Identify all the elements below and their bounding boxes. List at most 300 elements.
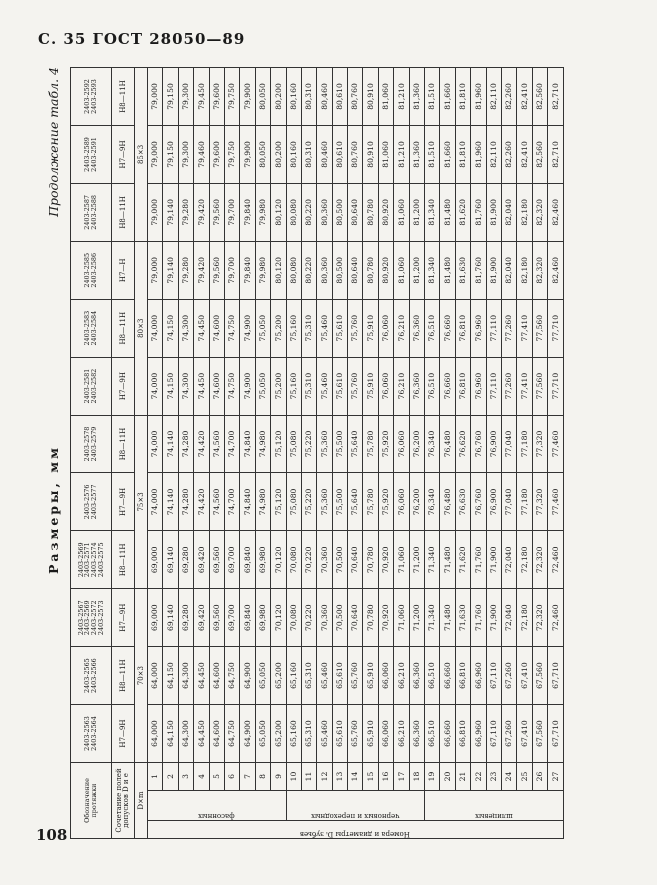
diameter-cell: 80,120 — [271, 241, 286, 299]
diameter-cell: 75,920 — [378, 473, 393, 531]
diameter-cell: 64,900 — [240, 705, 255, 763]
tolerance-header: H7—9H — [112, 357, 135, 415]
diameter-cell: 64,600 — [209, 705, 224, 763]
diameter-cell: 69,000 — [148, 589, 163, 647]
tooth-number-cell: 19 — [425, 762, 440, 790]
diameter-cell: 80,310 — [301, 68, 316, 126]
code-header: 2403-2592 2403-2593 — [71, 68, 112, 126]
diameter-cell: 79,000 — [148, 183, 163, 241]
diameter-cell: 74,420 — [194, 415, 209, 473]
diameter-cell: 75,310 — [301, 299, 316, 357]
table-row — [317, 68, 332, 839]
diameter-cell: 76,760 — [471, 473, 486, 531]
diameter-cell: 75,920 — [378, 415, 393, 473]
tooth-number-cell: 18 — [409, 762, 424, 790]
diameter-cell: 76,360 — [409, 357, 424, 415]
diameter-cell: 80,310 — [301, 126, 316, 184]
diameter-cell: 80,760 — [348, 68, 363, 126]
diameter-cell: 79,140 — [163, 183, 178, 241]
diameter-cell: 70,360 — [317, 531, 332, 589]
diameter-cell: 75,360 — [317, 415, 332, 473]
diameter-cell: 77,320 — [532, 415, 547, 473]
diameter-cell: 71,620 — [455, 531, 470, 589]
diameter-cell: 79,300 — [178, 68, 193, 126]
code-header: 2403-2565 2403-2566 — [71, 647, 112, 705]
diameter-cell: 79,980 — [255, 183, 270, 241]
diameter-cell: 76,480 — [440, 415, 455, 473]
table-row — [332, 68, 347, 839]
diameter-cell: 77,560 — [532, 299, 547, 357]
diameter-cell: 72,460 — [548, 589, 563, 647]
diameter-cell: 79,700 — [224, 241, 239, 299]
diameter-cell: 74,280 — [178, 473, 193, 531]
tooth-number-cell: 27 — [548, 762, 563, 790]
diameter-cell: 66,810 — [455, 705, 470, 763]
diameter-cell: 75,050 — [255, 299, 270, 357]
diameter-cell: 75,360 — [317, 473, 332, 531]
diameter-cell: 81,760 — [471, 241, 486, 299]
dxm-value: 70×3 — [135, 589, 148, 763]
diameter-cell: 79,900 — [240, 126, 255, 184]
diameter-cell: 76,060 — [394, 415, 409, 473]
diameter-cell: 71,900 — [486, 589, 501, 647]
diameter-cell: 71,340 — [425, 589, 440, 647]
diameter-cell: 79,150 — [163, 126, 178, 184]
diameter-cell: 79,840 — [240, 241, 255, 299]
table-row — [348, 68, 363, 839]
tooth-number-cell: 20 — [440, 762, 455, 790]
tolerance-header: H8—11H — [112, 647, 135, 705]
diameter-cell: 74,300 — [178, 299, 193, 357]
diameter-cell: 82,320 — [532, 183, 547, 241]
diameter-cell: 64,000 — [148, 647, 163, 705]
group-label-cell — [148, 791, 287, 821]
tooth-number-cell: 25 — [517, 762, 532, 790]
diameter-cell: 80,080 — [286, 241, 301, 299]
diameter-cell: 66,960 — [471, 705, 486, 763]
table-row — [394, 68, 409, 839]
diameter-cell: 75,120 — [271, 473, 286, 531]
diameter-cell: 74,450 — [194, 299, 209, 357]
diameter-cell: 76,620 — [455, 415, 470, 473]
diameter-cell: 77,560 — [532, 357, 547, 415]
diameter-cell: 70,780 — [363, 589, 378, 647]
diameter-cell: 75,910 — [363, 357, 378, 415]
diameter-cell: 67,710 — [548, 705, 563, 763]
diameter-cell: 64,150 — [163, 647, 178, 705]
table-row — [224, 68, 239, 839]
diameter-cell: 77,260 — [501, 299, 516, 357]
page-header: С. 35 ГОСТ 28050—89 — [38, 30, 246, 48]
table-row — [548, 68, 563, 839]
diameter-cell: 82,110 — [486, 68, 501, 126]
diameter-cell: 80,120 — [271, 183, 286, 241]
code-header: 2403-2578 2403-2579 — [71, 415, 112, 473]
code-header: 2403-2567 2403-2569 2403-2572 2403-2573 — [71, 589, 112, 647]
diameter-cell: 82,460 — [548, 183, 563, 241]
diameter-cell: 75,610 — [332, 299, 347, 357]
diameter-cell: 70,080 — [286, 531, 301, 589]
diameter-cell: 74,450 — [194, 357, 209, 415]
diameter-cell: 76,660 — [440, 299, 455, 357]
tooth-number-cell: 24 — [501, 762, 516, 790]
diameter-cell: 64,000 — [148, 705, 163, 763]
diameter-cell: 76,340 — [425, 415, 440, 473]
diameter-cell: 79,280 — [178, 241, 193, 299]
diameter-cell: 79,460 — [194, 126, 209, 184]
diameter-cell: 74,150 — [163, 357, 178, 415]
diameter-cell: 82,260 — [501, 68, 516, 126]
group-label-text: шлицевых — [474, 812, 513, 820]
tolerance-header: H8—11H — [112, 68, 135, 126]
diameter-cell: 75,220 — [301, 473, 316, 531]
diameter-cell: 80,160 — [286, 68, 301, 126]
diameter-cell: 69,140 — [163, 589, 178, 647]
code-header: 2403-2563 2403-2564 — [71, 705, 112, 763]
diameter-cell: 82,410 — [517, 68, 532, 126]
diameter-cell: 70,780 — [363, 531, 378, 589]
diameter-cell: 74,900 — [240, 299, 255, 357]
diameter-cell: 69,560 — [209, 589, 224, 647]
tooth-number-cell: 8 — [255, 762, 270, 790]
diameter-cell: 79,560 — [209, 241, 224, 299]
diameter-cell: 71,060 — [394, 589, 409, 647]
diameter-cell: 64,150 — [163, 705, 178, 763]
tooth-number-cell: 5 — [209, 762, 224, 790]
tooth-number-cell: 23 — [486, 762, 501, 790]
table-row — [363, 68, 378, 839]
dxm-value: 85×3 — [135, 68, 148, 242]
diameter-cell: 77,710 — [548, 299, 563, 357]
table-row — [286, 68, 301, 839]
diameter-cell: 72,320 — [532, 589, 547, 647]
diameter-cell: 81,900 — [486, 183, 501, 241]
diameter-cell: 79,000 — [148, 68, 163, 126]
diameter-cell: 77,260 — [501, 357, 516, 415]
diameter-cell: 79,750 — [224, 68, 239, 126]
diameter-cell: 76,340 — [425, 473, 440, 531]
diameter-cell: 81,060 — [378, 126, 393, 184]
sizes-caption: Размеры, мм — [46, 445, 61, 574]
diameter-cell: 79,280 — [178, 183, 193, 241]
diameter-cell: 72,040 — [501, 531, 516, 589]
diameter-cell: 65,610 — [332, 647, 347, 705]
table-row — [517, 68, 532, 839]
diameter-cell: 74,750 — [224, 357, 239, 415]
diameter-cell: 70,220 — [301, 589, 316, 647]
diameter-cell: 71,480 — [440, 531, 455, 589]
diameter-cell: 80,200 — [271, 68, 286, 126]
diameter-cell: 65,050 — [255, 647, 270, 705]
header-row-dxm — [135, 68, 148, 839]
tooth-number-cell: 11 — [301, 762, 316, 790]
diameter-cell: 75,760 — [348, 299, 363, 357]
diameter-cell: 81,340 — [425, 241, 440, 299]
diameter-cell: 80,220 — [301, 241, 316, 299]
diameter-cell: 67,560 — [532, 705, 547, 763]
diameter-cell: 79,900 — [240, 68, 255, 126]
diameter-cell: 75,780 — [363, 415, 378, 473]
table-row — [378, 68, 393, 839]
diameter-cell: 74,750 — [224, 299, 239, 357]
diameter-cell: 80,610 — [332, 68, 347, 126]
diameter-cell: 69,280 — [178, 531, 193, 589]
diameter-cell: 80,500 — [332, 241, 347, 299]
diameter-cell: 81,480 — [440, 183, 455, 241]
diameter-cell: 81,810 — [455, 68, 470, 126]
diameter-cell: 80,910 — [363, 68, 378, 126]
diameter-cell: 77,040 — [501, 415, 516, 473]
diameter-cell: 74,000 — [148, 357, 163, 415]
diameter-cell: 74,980 — [255, 473, 270, 531]
diameter-cell: 79,420 — [194, 241, 209, 299]
diameter-cell: 64,600 — [209, 647, 224, 705]
diameter-cell: 71,900 — [486, 531, 501, 589]
diameter-cell: 81,060 — [394, 183, 409, 241]
diameter-cell: 81,200 — [409, 241, 424, 299]
diameter-cell: 65,200 — [271, 705, 286, 763]
diameter-cell: 77,320 — [532, 473, 547, 531]
diameter-cell: 75,640 — [348, 415, 363, 473]
diameter-cell: 65,760 — [348, 705, 363, 763]
tooth-number-cell: 2 — [163, 762, 178, 790]
diameter-cell: 76,660 — [440, 357, 455, 415]
diameter-cell: 79,600 — [209, 68, 224, 126]
diameter-cell: 71,480 — [440, 589, 455, 647]
diameter-cell: 75,500 — [332, 473, 347, 531]
diameter-cell: 65,910 — [363, 705, 378, 763]
number-label-cell — [148, 821, 564, 839]
diameter-cell: 79,700 — [224, 183, 239, 241]
diameter-cell: 74,840 — [240, 473, 255, 531]
diameter-cell: 79,000 — [148, 241, 163, 299]
diameter-cell: 71,340 — [425, 531, 440, 589]
diameter-cell: 67,260 — [501, 647, 516, 705]
diameter-cell: 64,450 — [194, 705, 209, 763]
diameter-cell: 82,180 — [517, 183, 532, 241]
diameter-cell: 76,810 — [455, 299, 470, 357]
group-label-text: черновых и переходных — [310, 812, 400, 820]
diameter-cell: 75,760 — [348, 357, 363, 415]
table-row — [501, 68, 516, 839]
diameter-cell: 76,510 — [425, 299, 440, 357]
diameter-cell: 82,560 — [532, 68, 547, 126]
diameter-cell: 70,640 — [348, 531, 363, 589]
table-row — [532, 68, 547, 839]
diameter-cell: 69,420 — [194, 531, 209, 589]
diameter-cell: 76,200 — [409, 473, 424, 531]
diameter-cell: 65,050 — [255, 705, 270, 763]
diameter-cell: 74,560 — [209, 473, 224, 531]
table-row — [163, 68, 178, 839]
diameter-cell: 70,220 — [301, 531, 316, 589]
diameter-cell: 69,840 — [240, 531, 255, 589]
diameter-cell: 80,920 — [378, 241, 393, 299]
diameter-cell: 75,910 — [363, 299, 378, 357]
diameter-cell: 77,410 — [517, 357, 532, 415]
diameter-cell: 65,760 — [348, 647, 363, 705]
diameter-cell: 65,200 — [271, 647, 286, 705]
diameter-cell: 74,560 — [209, 415, 224, 473]
diameter-cell: 75,050 — [255, 357, 270, 415]
tolerance-header: H7—9H — [112, 705, 135, 763]
diameter-cell: 67,110 — [486, 705, 501, 763]
tolerance-header: H7—9H — [112, 126, 135, 184]
diameter-cell: 75,080 — [286, 473, 301, 531]
diameter-cell: 81,060 — [378, 68, 393, 126]
table-row — [240, 68, 255, 839]
diameter-cell: 79,750 — [224, 126, 239, 184]
tooth-number-cell: 16 — [378, 762, 393, 790]
diameter-cell: 76,810 — [455, 357, 470, 415]
diameter-cell: 69,420 — [194, 589, 209, 647]
rotated-table-block — [48, 67, 608, 839]
diameter-cell: 69,280 — [178, 589, 193, 647]
tooth-number-cell: 21 — [455, 762, 470, 790]
diameter-cell: 72,320 — [532, 531, 547, 589]
tooth-number-cell: 1 — [148, 762, 163, 790]
diameter-cell: 71,200 — [409, 531, 424, 589]
dxm-label: D×m — [135, 762, 148, 838]
diameter-cell: 80,780 — [363, 183, 378, 241]
diameter-cell: 71,760 — [471, 531, 486, 589]
diameter-cell: 76,900 — [486, 415, 501, 473]
diameter-cell: 80,220 — [301, 183, 316, 241]
diameter-cell: 77,110 — [486, 357, 501, 415]
diameter-cell: 69,700 — [224, 589, 239, 647]
diameter-cell: 64,900 — [240, 647, 255, 705]
diameter-cell: 77,460 — [548, 415, 563, 473]
code-header: 2403-2569 2403-2571 2403-2574 2403-2575 — [71, 531, 112, 589]
page-number: 108 — [36, 826, 68, 844]
diameter-cell: 72,460 — [548, 531, 563, 589]
diameter-cell: 75,640 — [348, 473, 363, 531]
diameter-cell: 74,140 — [163, 415, 178, 473]
diameter-cell: 81,210 — [394, 126, 409, 184]
diameter-cell: 82,320 — [532, 241, 547, 299]
diameter-cell: 80,640 — [348, 183, 363, 241]
diameter-cell: 76,200 — [409, 415, 424, 473]
diameter-cell: 74,980 — [255, 415, 270, 473]
diameter-cell: 80,360 — [317, 183, 332, 241]
tooth-number-cell: 17 — [394, 762, 409, 790]
diameter-cell: 74,000 — [148, 415, 163, 473]
diameter-cell: 76,060 — [394, 473, 409, 531]
diameter-cell: 69,700 — [224, 531, 239, 589]
diameter-cell: 81,340 — [425, 183, 440, 241]
diameter-cell: 70,500 — [332, 531, 347, 589]
diameter-cell: 70,120 — [271, 589, 286, 647]
tooth-number-cell: 9 — [271, 762, 286, 790]
tooth-number-cell: 7 — [240, 762, 255, 790]
tooth-number-cell: 14 — [348, 762, 363, 790]
diameter-cell: 74,840 — [240, 415, 255, 473]
diameter-cell: 66,360 — [409, 647, 424, 705]
diameter-cell: 67,110 — [486, 647, 501, 705]
diameter-cell: 66,810 — [455, 647, 470, 705]
diameter-cell: 79,600 — [209, 126, 224, 184]
table-body — [148, 68, 564, 839]
diameter-cell: 82,410 — [517, 126, 532, 184]
diameter-cell: 79,450 — [194, 68, 209, 126]
diameter-cell: 79,420 — [194, 183, 209, 241]
header-row-codes — [71, 68, 112, 839]
diameter-cell: 79,150 — [163, 68, 178, 126]
table-row — [471, 68, 486, 839]
diameter-cell: 74,000 — [148, 299, 163, 357]
diameter-cell: 72,040 — [501, 589, 516, 647]
diameter-cell: 71,760 — [471, 589, 486, 647]
table-row — [301, 68, 316, 839]
diameter-cell: 69,980 — [255, 531, 270, 589]
diameter-cell: 80,760 — [348, 126, 363, 184]
diameter-cell: 69,000 — [148, 531, 163, 589]
group-label-text: фасонных — [198, 812, 236, 820]
diameter-cell: 65,310 — [301, 705, 316, 763]
diameter-cell: 77,180 — [517, 473, 532, 531]
diameter-cell: 65,160 — [286, 705, 301, 763]
broach-dimensions-table — [70, 67, 564, 839]
table-row — [486, 68, 501, 839]
diameter-cell: 70,920 — [378, 589, 393, 647]
diameter-cell: 71,200 — [409, 589, 424, 647]
diameter-cell: 82,110 — [486, 126, 501, 184]
tooth-number-cell: 26 — [532, 762, 547, 790]
diameter-cell: 70,920 — [378, 531, 393, 589]
tooth-number-cell: 12 — [317, 762, 332, 790]
diameter-cell: 75,460 — [317, 299, 332, 357]
table-row — [409, 68, 424, 839]
diameter-cell: 79,980 — [255, 241, 270, 299]
diameter-cell: 75,460 — [317, 357, 332, 415]
diameter-cell: 66,210 — [394, 647, 409, 705]
diameter-cell: 81,810 — [455, 126, 470, 184]
diameter-cell: 69,140 — [163, 531, 178, 589]
diameter-cell: 66,660 — [440, 647, 455, 705]
diameter-cell: 81,200 — [409, 183, 424, 241]
diameter-cell: 77,040 — [501, 473, 516, 531]
diameter-cell: 80,910 — [363, 126, 378, 184]
tolerance-header: H8—11H — [112, 299, 135, 357]
diameter-cell: 65,610 — [332, 705, 347, 763]
code-header: 2403-2581 2403-2582 — [71, 357, 112, 415]
diameter-cell: 79,140 — [163, 241, 178, 299]
diameter-cell: 74,300 — [178, 357, 193, 415]
diameter-cell: 77,410 — [517, 299, 532, 357]
diameter-cell: 64,300 — [178, 705, 193, 763]
tooth-number-cell: 15 — [363, 762, 378, 790]
table-row — [255, 68, 270, 839]
diameter-cell: 80,360 — [317, 241, 332, 299]
diameter-cell: 64,450 — [194, 647, 209, 705]
diameter-cell: 70,120 — [271, 531, 286, 589]
tolerance-header: H8—11H — [112, 183, 135, 241]
diameter-cell: 76,210 — [394, 299, 409, 357]
diameter-cell: 80,640 — [348, 241, 363, 299]
tolerance-header: H7—9H — [112, 473, 135, 531]
table-row — [178, 68, 193, 839]
code-header: 2403-2587 2403-2588 — [71, 183, 112, 241]
tooth-number-cell: 3 — [178, 762, 193, 790]
table-row — [271, 68, 286, 839]
diameter-cell: 81,960 — [471, 126, 486, 184]
field-label-header: Сочетание полей допусков D и e — [112, 762, 135, 838]
diameter-cell: 81,360 — [409, 126, 424, 184]
diameter-cell: 71,630 — [455, 589, 470, 647]
diameter-cell: 70,500 — [332, 589, 347, 647]
diameter-cell: 74,700 — [224, 473, 239, 531]
diameter-cell: 82,040 — [501, 183, 516, 241]
